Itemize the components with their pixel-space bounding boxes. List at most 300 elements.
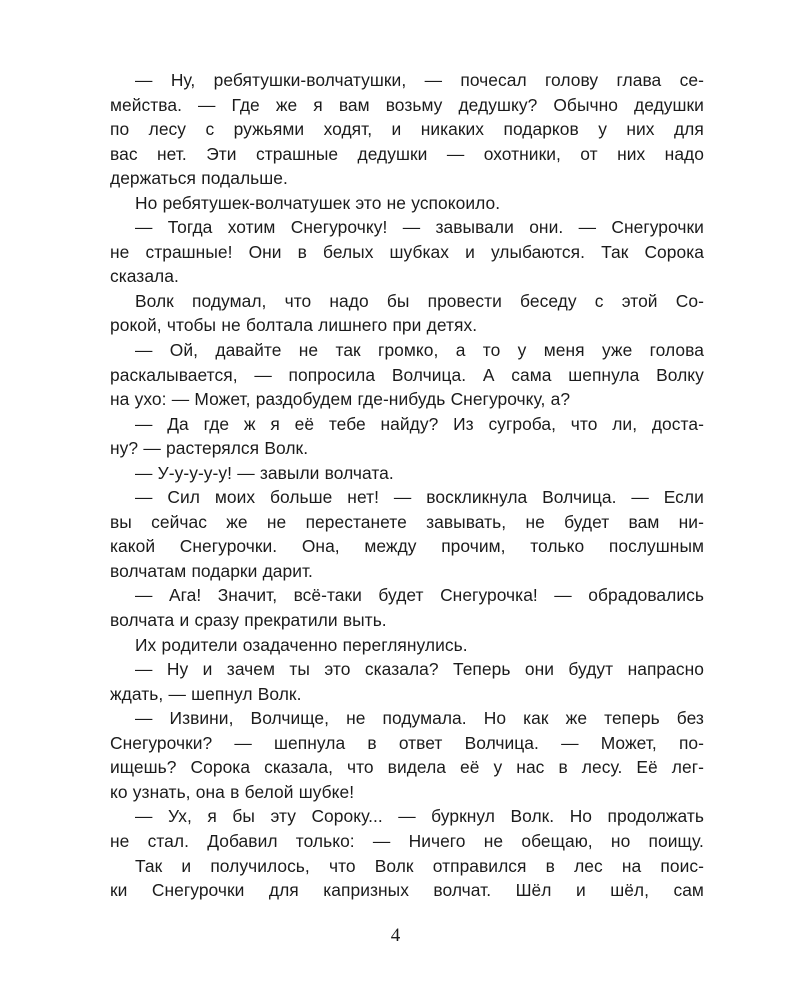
word: будет [378, 585, 424, 606]
text-line [110, 289, 704, 314]
text-line [110, 510, 704, 535]
paragraph [110, 289, 704, 338]
word: се- [679, 70, 704, 90]
word: ружьями [233, 119, 305, 140]
word: и [575, 880, 586, 901]
paragraph [110, 706, 704, 804]
word: — [254, 364, 272, 385]
word: успокоило. [411, 192, 501, 213]
word: громко, [378, 340, 439, 361]
word: не [483, 830, 504, 851]
word: в [558, 757, 568, 778]
word: теперь [604, 708, 660, 729]
word: Но [135, 192, 158, 213]
word: ты [289, 659, 310, 680]
word: раздобудем [255, 389, 353, 410]
word: завывать, [426, 511, 507, 532]
word: то [482, 340, 501, 361]
word: не [298, 340, 319, 361]
word: Значит, [217, 585, 278, 606]
word: Снегурочку! [290, 217, 388, 238]
word: глава [616, 70, 662, 90]
word: лег- [671, 757, 704, 778]
word: — [135, 462, 153, 483]
word: — [143, 438, 161, 459]
word: и [465, 241, 475, 262]
word: не [386, 192, 407, 213]
word: вам [338, 94, 370, 115]
word: сказала? [364, 659, 439, 680]
paragraph [110, 68, 704, 191]
text-line [110, 657, 704, 682]
word: охотники, [483, 143, 561, 164]
word: волчата. [324, 462, 394, 483]
word: дедушки [357, 143, 428, 164]
word: моих [214, 487, 256, 508]
word: — [135, 413, 153, 434]
word: голову [545, 70, 599, 90]
text-line [110, 854, 704, 879]
paragraph [110, 633, 704, 658]
paragraph [110, 485, 704, 583]
word: волчат. [433, 880, 492, 901]
word: Снегурочку, [450, 389, 546, 410]
word: и [179, 610, 190, 631]
word: Эти [206, 143, 237, 164]
word: шепнул [191, 683, 253, 704]
word: послушным [608, 536, 704, 557]
word: Обычно [553, 94, 618, 115]
word: Её [636, 757, 658, 778]
word: бы [232, 806, 255, 827]
word: Волк. [264, 438, 309, 459]
word: от [580, 143, 598, 164]
word: уже [601, 340, 633, 361]
paragraph [110, 854, 704, 903]
word: сама [511, 364, 552, 385]
word: прочим, [441, 536, 506, 557]
word: ж [243, 413, 256, 434]
word: этой [621, 290, 658, 311]
word: мейства. [110, 94, 182, 115]
word: — [393, 487, 412, 508]
word: Шёл [515, 880, 552, 901]
word: — [135, 217, 153, 238]
text-line [110, 313, 704, 338]
word: Сорока [190, 757, 251, 778]
word: Волк. [510, 806, 555, 827]
word: — [631, 487, 649, 508]
word: Снегурочки [151, 880, 245, 901]
word: озадаченно [242, 634, 338, 655]
word: на [621, 855, 642, 876]
word: нас [516, 757, 545, 778]
word: Тогда [167, 217, 213, 238]
word: стал. [147, 830, 189, 851]
paragraph [110, 338, 704, 412]
word: болтала [245, 315, 313, 336]
word: между [364, 536, 417, 557]
word: дедушки [634, 94, 704, 115]
word: ки [110, 880, 128, 901]
word: Волк. [257, 683, 302, 704]
word: при [392, 315, 422, 336]
word: надо [664, 143, 704, 164]
word: сказала. [110, 266, 179, 287]
word: улыбаются. [490, 241, 586, 262]
word: нет. [156, 143, 187, 164]
word: — [135, 70, 153, 90]
word: бы [386, 290, 410, 311]
text-line [110, 804, 704, 829]
word: Снегурочки. [179, 536, 278, 557]
word: не [221, 315, 241, 336]
word: ни- [678, 511, 704, 532]
word: Волчица. [542, 487, 617, 508]
word: них [626, 119, 655, 140]
word: меня [543, 340, 585, 361]
word: лес [574, 855, 603, 876]
word: прекратили [244, 610, 338, 631]
word: — [135, 806, 153, 827]
word: держаться [110, 168, 197, 189]
word: с [205, 119, 215, 140]
word: сугроба, [488, 413, 557, 434]
word: Да [167, 413, 189, 434]
word: зачем [226, 659, 275, 680]
paragraph [110, 412, 704, 461]
text-line [110, 485, 704, 510]
text-line [110, 706, 704, 731]
word: чтобы [166, 315, 217, 336]
word: что [570, 413, 598, 434]
text-line [110, 191, 704, 216]
word: же [275, 94, 298, 115]
word: получилось, [210, 855, 310, 876]
word: а [455, 340, 466, 361]
word: сейчас [151, 511, 207, 532]
text-line [110, 412, 704, 437]
word: — [424, 70, 443, 90]
word: вам [628, 511, 660, 532]
word: беседу [520, 290, 577, 311]
word: Но [569, 806, 593, 827]
word: них [617, 143, 646, 164]
word: выть. [342, 610, 387, 631]
word: так [335, 340, 361, 361]
word: они [524, 659, 554, 680]
word: Волчица. [464, 732, 539, 753]
word: шубке! [298, 781, 355, 802]
word: Сорока [644, 241, 704, 262]
word: дедушку? [458, 94, 538, 115]
word: белых [323, 241, 374, 262]
word: страшные! [145, 241, 233, 262]
word: не [346, 708, 366, 729]
word: капризных [323, 880, 409, 901]
word: Если [663, 487, 704, 508]
word: — [446, 143, 465, 164]
word: Может, [194, 389, 251, 410]
word: поищу. [648, 830, 704, 851]
text-line [110, 780, 704, 805]
word: по [110, 119, 130, 140]
text-line [110, 436, 704, 461]
word: завыли [259, 462, 320, 483]
word: — [398, 806, 416, 827]
word: Волчица. [391, 364, 467, 385]
word: — [135, 487, 153, 508]
word: — [135, 659, 153, 680]
word: Со- [675, 290, 704, 311]
word: шепнула [274, 732, 346, 753]
word: Ага! [168, 585, 202, 606]
text-line [110, 166, 704, 191]
word: подарки [191, 560, 258, 581]
word: будут [568, 659, 614, 680]
word: подумал, [192, 290, 267, 311]
word: для [268, 880, 299, 901]
word: голова [649, 340, 704, 361]
text-line [110, 878, 704, 903]
text-line [110, 534, 704, 559]
word: вас [110, 143, 138, 164]
word: волчатам [110, 560, 187, 581]
text-line [110, 68, 704, 93]
word: попросила [288, 364, 376, 385]
word: будет [564, 511, 610, 532]
word: обрадовались [588, 585, 704, 606]
text-line [110, 93, 704, 118]
text-line [110, 461, 704, 486]
word: — [578, 217, 597, 238]
word: же [226, 511, 248, 532]
text-line [110, 682, 704, 707]
page-number: 4 [390, 925, 401, 946]
word: вы [110, 511, 132, 532]
word: и [391, 119, 402, 140]
text-line [110, 264, 704, 289]
word: — [372, 830, 391, 851]
word: доста- [651, 413, 704, 434]
word: что [328, 855, 356, 876]
word: Сороку... [311, 806, 383, 827]
word: же [565, 708, 588, 729]
word: волчата [110, 610, 175, 631]
word: в [545, 855, 555, 876]
word: я [270, 413, 280, 434]
word: не [266, 511, 287, 532]
word: это [324, 659, 351, 680]
word: Снегурочка! [440, 585, 538, 606]
word: лесу [148, 119, 187, 140]
word: отправился [432, 855, 527, 876]
word: детях. [426, 315, 478, 336]
word: только [530, 536, 585, 557]
word: лесу. [581, 757, 623, 778]
word: — [198, 94, 216, 115]
word: никаких [420, 119, 485, 140]
word: нет! [347, 487, 379, 508]
word: ли, [612, 413, 638, 434]
word: что [284, 290, 312, 311]
word: буркнул [431, 806, 495, 827]
word: страшные [255, 143, 339, 164]
word: надо [329, 290, 369, 311]
word: Сил [167, 487, 200, 508]
text-line [110, 633, 704, 658]
word: дарит. [262, 560, 313, 581]
word: рокой, [110, 315, 162, 336]
word: Она, [301, 536, 340, 557]
word: как [523, 708, 549, 729]
word: Ну, [170, 70, 196, 90]
word: я [207, 806, 217, 827]
word: тебе [328, 413, 366, 434]
word: — [135, 708, 153, 729]
word: Где [231, 94, 260, 115]
word: Волку [656, 364, 704, 385]
word: Из [453, 413, 474, 434]
word: шёл, [610, 880, 649, 901]
text-line [110, 387, 704, 412]
word: в [230, 781, 240, 802]
text-line [110, 363, 704, 388]
word: где [203, 413, 230, 434]
word: ходят, [323, 119, 373, 140]
word: растерялся [166, 438, 260, 459]
text-line [110, 240, 704, 265]
word: переглянулись. [342, 634, 468, 655]
text-line [110, 559, 704, 584]
word: Снегурочки [611, 217, 704, 238]
word: ко [110, 781, 128, 802]
word: и [181, 855, 192, 876]
word: Добавил [207, 830, 278, 851]
text-line [110, 583, 704, 608]
word: ждать, [110, 683, 164, 704]
text-line [110, 338, 704, 363]
word: её [460, 757, 480, 778]
word: у [598, 119, 607, 140]
word: но [610, 830, 631, 851]
word: родители [161, 634, 238, 655]
word: на [110, 389, 130, 410]
word: — [554, 585, 572, 606]
word: не [110, 830, 130, 851]
word: сразу [194, 610, 240, 631]
word: ухо: [134, 389, 167, 410]
word: найду? [380, 413, 439, 434]
word: раскалывается, [110, 364, 238, 385]
word: только: [295, 830, 355, 851]
word: её [294, 413, 315, 434]
word: Волк [135, 290, 174, 311]
word: с [594, 290, 604, 311]
word: — [168, 683, 186, 704]
word: подумала. [382, 708, 467, 729]
word: в [297, 241, 307, 262]
word: — [135, 585, 153, 606]
word: продолжать [607, 806, 704, 827]
word: ищешь? [110, 757, 177, 778]
word: и [202, 659, 213, 680]
word: Так [135, 855, 163, 876]
word: почесал [460, 70, 527, 90]
word: Ух, [167, 806, 192, 827]
word: А [482, 364, 495, 385]
text-line [110, 731, 704, 756]
word: Ой, [169, 340, 199, 361]
word: провести [427, 290, 502, 311]
word: сам [673, 880, 704, 901]
text-line [110, 829, 704, 854]
text-line [110, 215, 704, 240]
paragraph [110, 804, 704, 853]
word: у [517, 340, 527, 361]
word: шепнула [568, 364, 640, 385]
word: шубках [389, 241, 450, 262]
word: Ну [166, 659, 189, 680]
paragraph [110, 461, 704, 486]
word: ребятушек-волчатушек [162, 192, 351, 213]
word: для [673, 119, 704, 140]
word: ответ [398, 732, 443, 753]
word: у [493, 757, 503, 778]
word: — [561, 732, 579, 753]
text-line [110, 755, 704, 780]
word: видела [387, 757, 446, 778]
word: всё-таки [293, 585, 362, 606]
word: ну? [110, 438, 139, 459]
word: это [355, 192, 382, 213]
word: Они [248, 241, 282, 262]
paragraph [110, 583, 704, 632]
word: — [237, 462, 255, 483]
text-line [110, 117, 704, 142]
word: возьму [385, 94, 443, 115]
word: Волчище, [250, 708, 329, 729]
word: не [525, 511, 545, 532]
word: Снегурочки? [110, 732, 213, 753]
word: по- [678, 732, 704, 753]
word: она [195, 781, 225, 802]
word: какой [110, 536, 156, 557]
word: ребятушки-волчатушки, [213, 70, 407, 90]
word: — [171, 389, 190, 410]
word: где-нибудь [357, 389, 446, 410]
page-text-body [110, 68, 704, 903]
word: сказала, [264, 757, 333, 778]
word: У-у-у-у-у! [157, 462, 232, 483]
word: я [313, 94, 323, 115]
word: не [110, 241, 130, 262]
word: белой [244, 781, 294, 802]
word: обещаю, [521, 830, 593, 851]
word: хотим [227, 217, 276, 238]
word: в [367, 732, 377, 753]
word: Их [135, 634, 157, 655]
word: перестанете [305, 511, 407, 532]
word: Ничего [408, 830, 466, 851]
word: давайте [215, 340, 282, 361]
word: поис- [660, 855, 704, 876]
word: а? [550, 389, 571, 410]
text-line [110, 142, 704, 167]
word: что [346, 757, 374, 778]
word: узнать, [132, 781, 191, 802]
word: — [234, 732, 252, 753]
